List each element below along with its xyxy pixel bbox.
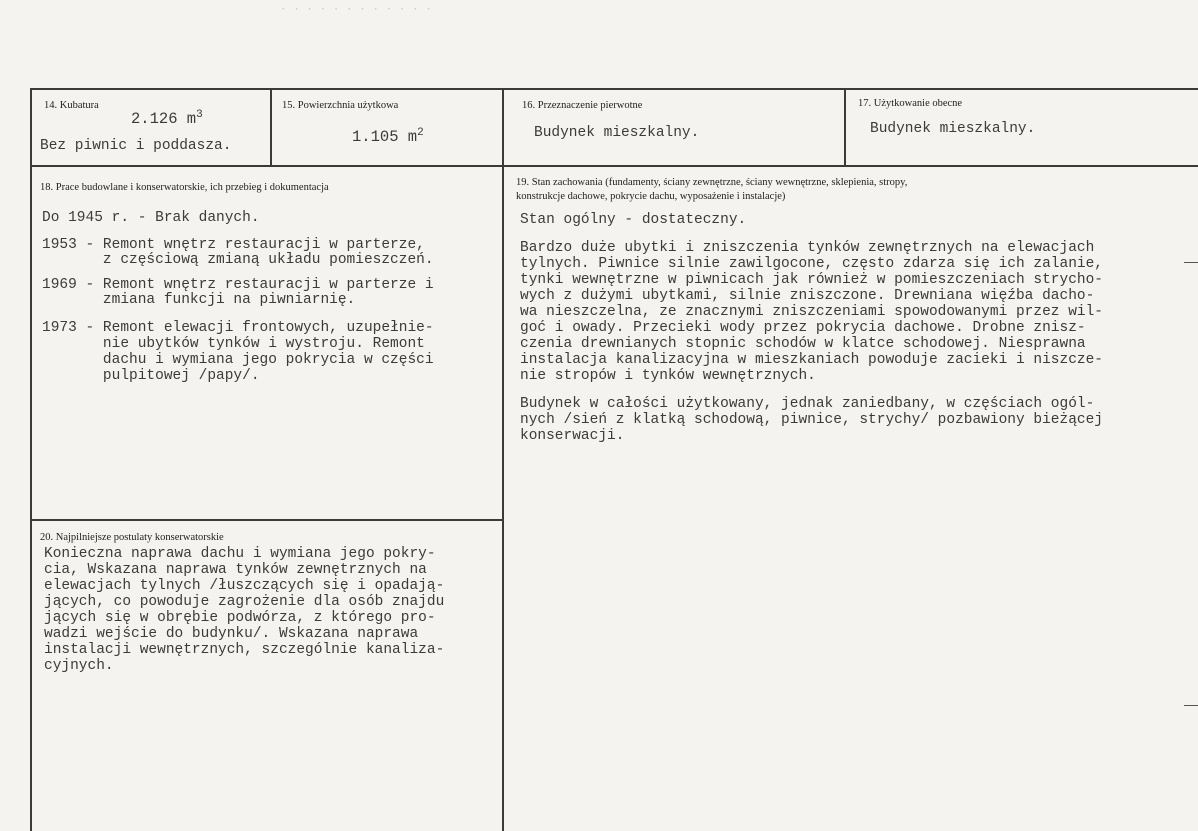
field-20-line: elewacjach tylnych /łuszczących się i opadają- — [44, 578, 445, 594]
field-15-label: 15. Powierzchnia użytkowa — [282, 100, 399, 111]
field-19-line: wa nieszczelna, ze znacznymi zniszczeniami spowodowanymi przez wil- — [520, 304, 1103, 320]
field-19-label-cont: konstrukcje dachowe, pokrycie dachu, wyposażenie i instalacje) — [516, 191, 786, 202]
field-19-line: tynki wewnętrzne w piwnicach jak również w pomieszczeniach strycho- — [520, 272, 1103, 288]
field-19-line: nie stropów i tynków wewnętrznych. — [520, 368, 816, 384]
left-border — [30, 88, 32, 831]
field-16-value: Budynek mieszkalny. — [534, 125, 700, 141]
field-18-line: Do 1945 r. - Brak danych. — [42, 210, 260, 226]
field-19-line: goć i owady. Przecieki wody przez pokrycia dachowe. Drobne znisz- — [520, 320, 1086, 336]
field-18-line: z częściową zmianą układu pomieszczeń. — [42, 252, 434, 268]
field-20-line: wadzi wejście do budynku/. Wskazana naprawa — [44, 626, 419, 642]
field-19-label: 19. Stan zachowania (fundamenty, ściany zewnętrzne, ściany wewnętrzne, sklepienia, stropy, — [516, 177, 908, 188]
field-14-value: 2.126 $m^3$ — [131, 109, 203, 129]
field-19-line: Bardzo duże ubytki i zniszczenia tynków zewnętrznych na elewacjach — [520, 240, 1095, 256]
col-divider-3 — [844, 88, 846, 166]
field-19-line: wych z dużymi ubytkami, silnie zniszczone. Drewniana więźba dacho- — [520, 288, 1095, 304]
field-19-line: instalacja kanalizacyjna w mieszkaniach powoduje zacieki i niszcze- — [520, 352, 1103, 368]
top-rule — [30, 88, 1198, 90]
field-18-line: 1953 - Remont wnętrz restauracji w parterze, — [42, 237, 425, 253]
field-18-label: 18. Prace budowlane i konserwatorskie, ich przebieg i dokumentacja — [40, 182, 329, 193]
field-18-line: 1973 - Remont elewacji frontowych, uzupełnie- — [42, 320, 434, 336]
row1-rule — [30, 165, 1198, 167]
field-20-line: Konieczna naprawa dachu i wymiana jego pokry- — [44, 546, 436, 562]
field-17-label: 17. Użytkowanie obecne — [858, 98, 963, 109]
row2-left-rule — [30, 519, 502, 521]
field-18-line: nie ubytków tynków i wystroju. Remont — [42, 336, 425, 352]
field-14-label: 14. Kubatura — [44, 100, 99, 111]
edge-tick — [1184, 705, 1198, 706]
field-17-value: Budynek mieszkalny. — [870, 121, 1036, 137]
field-19-line: nych /sień z klatką schodową, piwnice, strychy/ pozbawiony bieżącej — [520, 412, 1103, 428]
col-divider-1 — [270, 88, 272, 166]
field-19-line: czenia drewnianych stopnic schodów w klatce schodowej. Niesprawna — [520, 336, 1086, 352]
field-19-line: Stan ogólny - dostateczny. — [520, 212, 747, 228]
field-20-line: jących się w obrębie podwórza, z którego pro- — [44, 610, 436, 626]
field-20-line: jących, co powoduje zagrożenie dla osób znajdu — [44, 594, 445, 610]
field-16-label: 16. Przeznaczenie pierwotne — [522, 100, 643, 111]
field-18-line: dachu i wymiana jego pokrycia w części — [42, 352, 434, 368]
col-divider-main — [502, 88, 504, 831]
field-20-line: cyjnych. — [44, 658, 114, 674]
field-20-line: instalacji wewnętrznych, szczególnie kanaliza- — [44, 642, 445, 658]
field-18-line: zmiana funkcji na piwniarnię. — [42, 292, 356, 308]
field-19-line: konserwacji. — [520, 428, 625, 444]
bleed-through-text: · · · · · · · · · · · · — [280, 4, 432, 16]
field-19-line: Budynek w całości użytkowany, jednak zaniedbany, w częściach ogól- — [520, 396, 1095, 412]
field-14-note: Bez piwnic i poddasza. — [40, 138, 232, 154]
field-20-line: cia, Wskazana naprawa tynków zewnętrznych na — [44, 562, 427, 578]
edge-tick — [1184, 262, 1198, 263]
field-18-line: pulpitowej /papy/. — [42, 368, 260, 384]
field-20-label: 20. Najpilniejsze postulaty konserwatorskie — [40, 532, 224, 543]
field-15-value: 1.105 $m^2$ — [352, 127, 424, 147]
field-19-line: tylnych. Piwnice silnie zawilgocone, często zdarza się ich zalanie, — [520, 256, 1103, 272]
field-18-line: 1969 - Remont wnętrz restauracji w parterze i — [42, 277, 434, 293]
